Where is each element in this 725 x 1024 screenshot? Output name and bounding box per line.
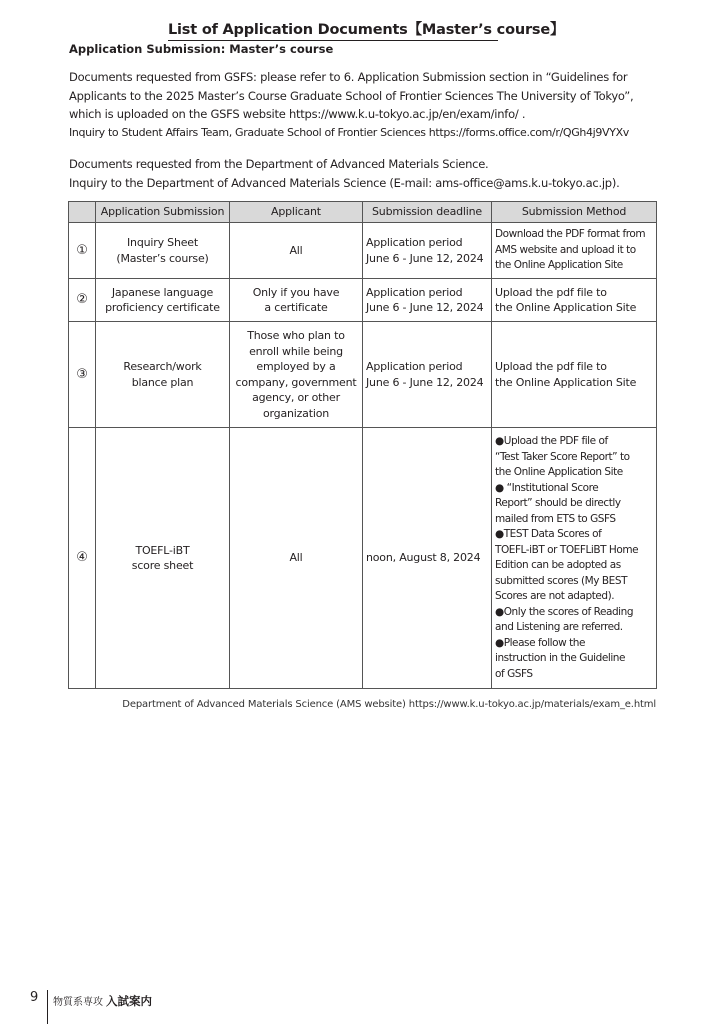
applicant-cell	[230, 223, 363, 279]
cell-line: June 6 - June 12, 2024	[366, 375, 484, 389]
cell-line: mailed from ETS to GSFS	[495, 512, 616, 525]
application-documents-table	[68, 201, 657, 689]
footer-label-department: 物質系専攻	[53, 997, 103, 1008]
cell-line: enroll while being	[249, 344, 343, 358]
cell-line: Application period	[366, 285, 463, 299]
footer-label	[53, 993, 152, 1009]
paragraph-line: which is uploaded on the GSFS website https://www.k.u-tokyo.ac.jp/en/exam/info/ .	[69, 107, 526, 121]
cell-line: ● “Institutional Score	[495, 481, 599, 494]
paragraph-line: Documents requested from GSFS: please refer to 6. Application Submission section in “Guidelines for	[69, 70, 628, 84]
header-cell-submission: Application Submission	[96, 202, 230, 223]
cell-line: the Online Application Site	[495, 259, 623, 272]
cell-line: Report” should be directly	[495, 497, 621, 509]
header-cell-number	[69, 202, 96, 223]
cell-line: Download the PDF format from	[495, 228, 646, 241]
cell-line: and Listening are referred.	[495, 621, 623, 633]
page-subtitle: Application Submission: Master’s course	[69, 42, 334, 56]
cell-line: a certificate	[264, 301, 328, 314]
cell-line: instruction in the Guideline	[495, 652, 626, 664]
cell-line: TOEFL-iBT	[135, 543, 190, 557]
cell-line: ●TEST Data Scores of	[495, 528, 602, 540]
cell-line: Those who plan to	[247, 329, 345, 342]
cell-line: Upload the pdf file to	[495, 285, 607, 299]
method-cell	[492, 322, 657, 428]
paragraph-line: Applicants to the 2025 Master’s Course Graduate School of Frontier Sciences The University of Tokyo”,	[69, 88, 634, 103]
cell-line: Only if you have	[252, 285, 340, 299]
cell-line: employed by a	[256, 360, 336, 373]
cell-line: AMS website and upload it to	[495, 243, 636, 256]
cell-line: the Online Application Site	[495, 301, 637, 314]
row-number: ③	[69, 322, 96, 428]
row-number: ①	[69, 223, 96, 279]
cell-line: Upload the pdf file to	[495, 360, 607, 373]
header-cell-method: Submission Method	[492, 202, 657, 223]
cell-line: “Test Taker Score Report” to	[495, 450, 630, 463]
cell-line: Japanese language	[111, 285, 214, 299]
cell-line: June 6 - June 12, 2024	[366, 251, 484, 265]
deadline-cell	[363, 322, 492, 428]
submission-cell	[96, 223, 230, 279]
table-row	[69, 279, 657, 322]
applicant-cell	[230, 322, 363, 428]
cell-line: the Online Application Site	[495, 466, 623, 478]
row-number: ②	[69, 279, 96, 322]
cell-line: ●Please follow the	[495, 636, 586, 649]
cell-line: agency, or other	[252, 391, 340, 404]
cell-line: All	[289, 243, 303, 257]
method-cell	[492, 279, 657, 322]
cell-line: organization	[263, 406, 329, 420]
table-row	[69, 322, 657, 428]
paragraph-line: Documents requested from the Department of Advanced Materials Science.	[69, 157, 489, 171]
page-title: List of Application Documents【Master’s course】	[168, 18, 498, 41]
deadline-cell	[363, 279, 492, 322]
cell-line: Application period	[366, 360, 463, 373]
applicant-cell	[230, 279, 363, 322]
deadline-cell	[363, 223, 492, 279]
paragraph-line: Inquiry to the Department of Advanced Materials Science (E-mail: ams-office@ams.k.u-tokyo.ac.jp).	[69, 175, 620, 190]
table-row	[69, 428, 657, 689]
cell-line: score sheet	[131, 559, 194, 572]
cell-line: ●Upload the PDF file of	[495, 435, 608, 447]
cell-line: All	[289, 551, 303, 565]
cell-line: of GSFS	[495, 667, 533, 680]
method-cell	[492, 428, 657, 689]
cell-line: noon, August 8, 2024	[366, 551, 481, 565]
table-header-row	[69, 202, 657, 223]
cell-line: (Master’s course)	[116, 251, 209, 265]
cell-line: TOEFL-iBT or TOEFLiBT Home	[495, 543, 639, 556]
cell-line: company, government	[235, 375, 357, 389]
deadline-cell	[363, 428, 492, 689]
ams-website-footnote: Department of Advanced Materials Science (AMS website) https://www.k.u-tokyo.ac.jp/materials/exam_e.html	[122, 699, 656, 710]
cell-line: blance plan	[131, 375, 194, 389]
cell-line: submitted scores (My BEST	[495, 574, 628, 587]
cell-line: Inquiry Sheet	[127, 236, 198, 249]
footer-divider	[47, 990, 48, 1024]
submission-cell	[96, 428, 230, 689]
paragraph-line: Inquiry to Student Affairs Team, Graduate School of Frontier Sciences https://forms.office.com/r/QGh4j9VYXv	[69, 125, 629, 139]
submission-cell	[96, 279, 230, 322]
gsfs-paragraph	[69, 68, 689, 142]
method-cell	[492, 223, 657, 279]
ams-paragraph	[69, 155, 689, 192]
header-cell-deadline: Submission deadline	[363, 202, 492, 223]
row-number: ④	[69, 428, 96, 689]
cell-line: Research/work	[123, 360, 202, 373]
cell-line: Edition can be adopted as	[495, 559, 621, 571]
header-cell-applicant: Applicant	[230, 202, 363, 223]
cell-line: ●Only the scores of Reading	[495, 605, 634, 618]
cell-line: Application period	[366, 236, 463, 249]
applicant-cell	[230, 428, 363, 689]
cell-line: Scores are not adapted).	[495, 590, 615, 602]
cell-line: June 6 - June 12, 2024	[366, 301, 484, 314]
cell-line: proficiency certificate	[105, 301, 220, 314]
table-row	[69, 223, 657, 279]
cell-line: the Online Application Site	[495, 375, 637, 389]
submission-cell	[96, 322, 230, 428]
footer-label-guide: 入試案内	[106, 994, 152, 1008]
page-number: 9	[30, 990, 39, 1005]
